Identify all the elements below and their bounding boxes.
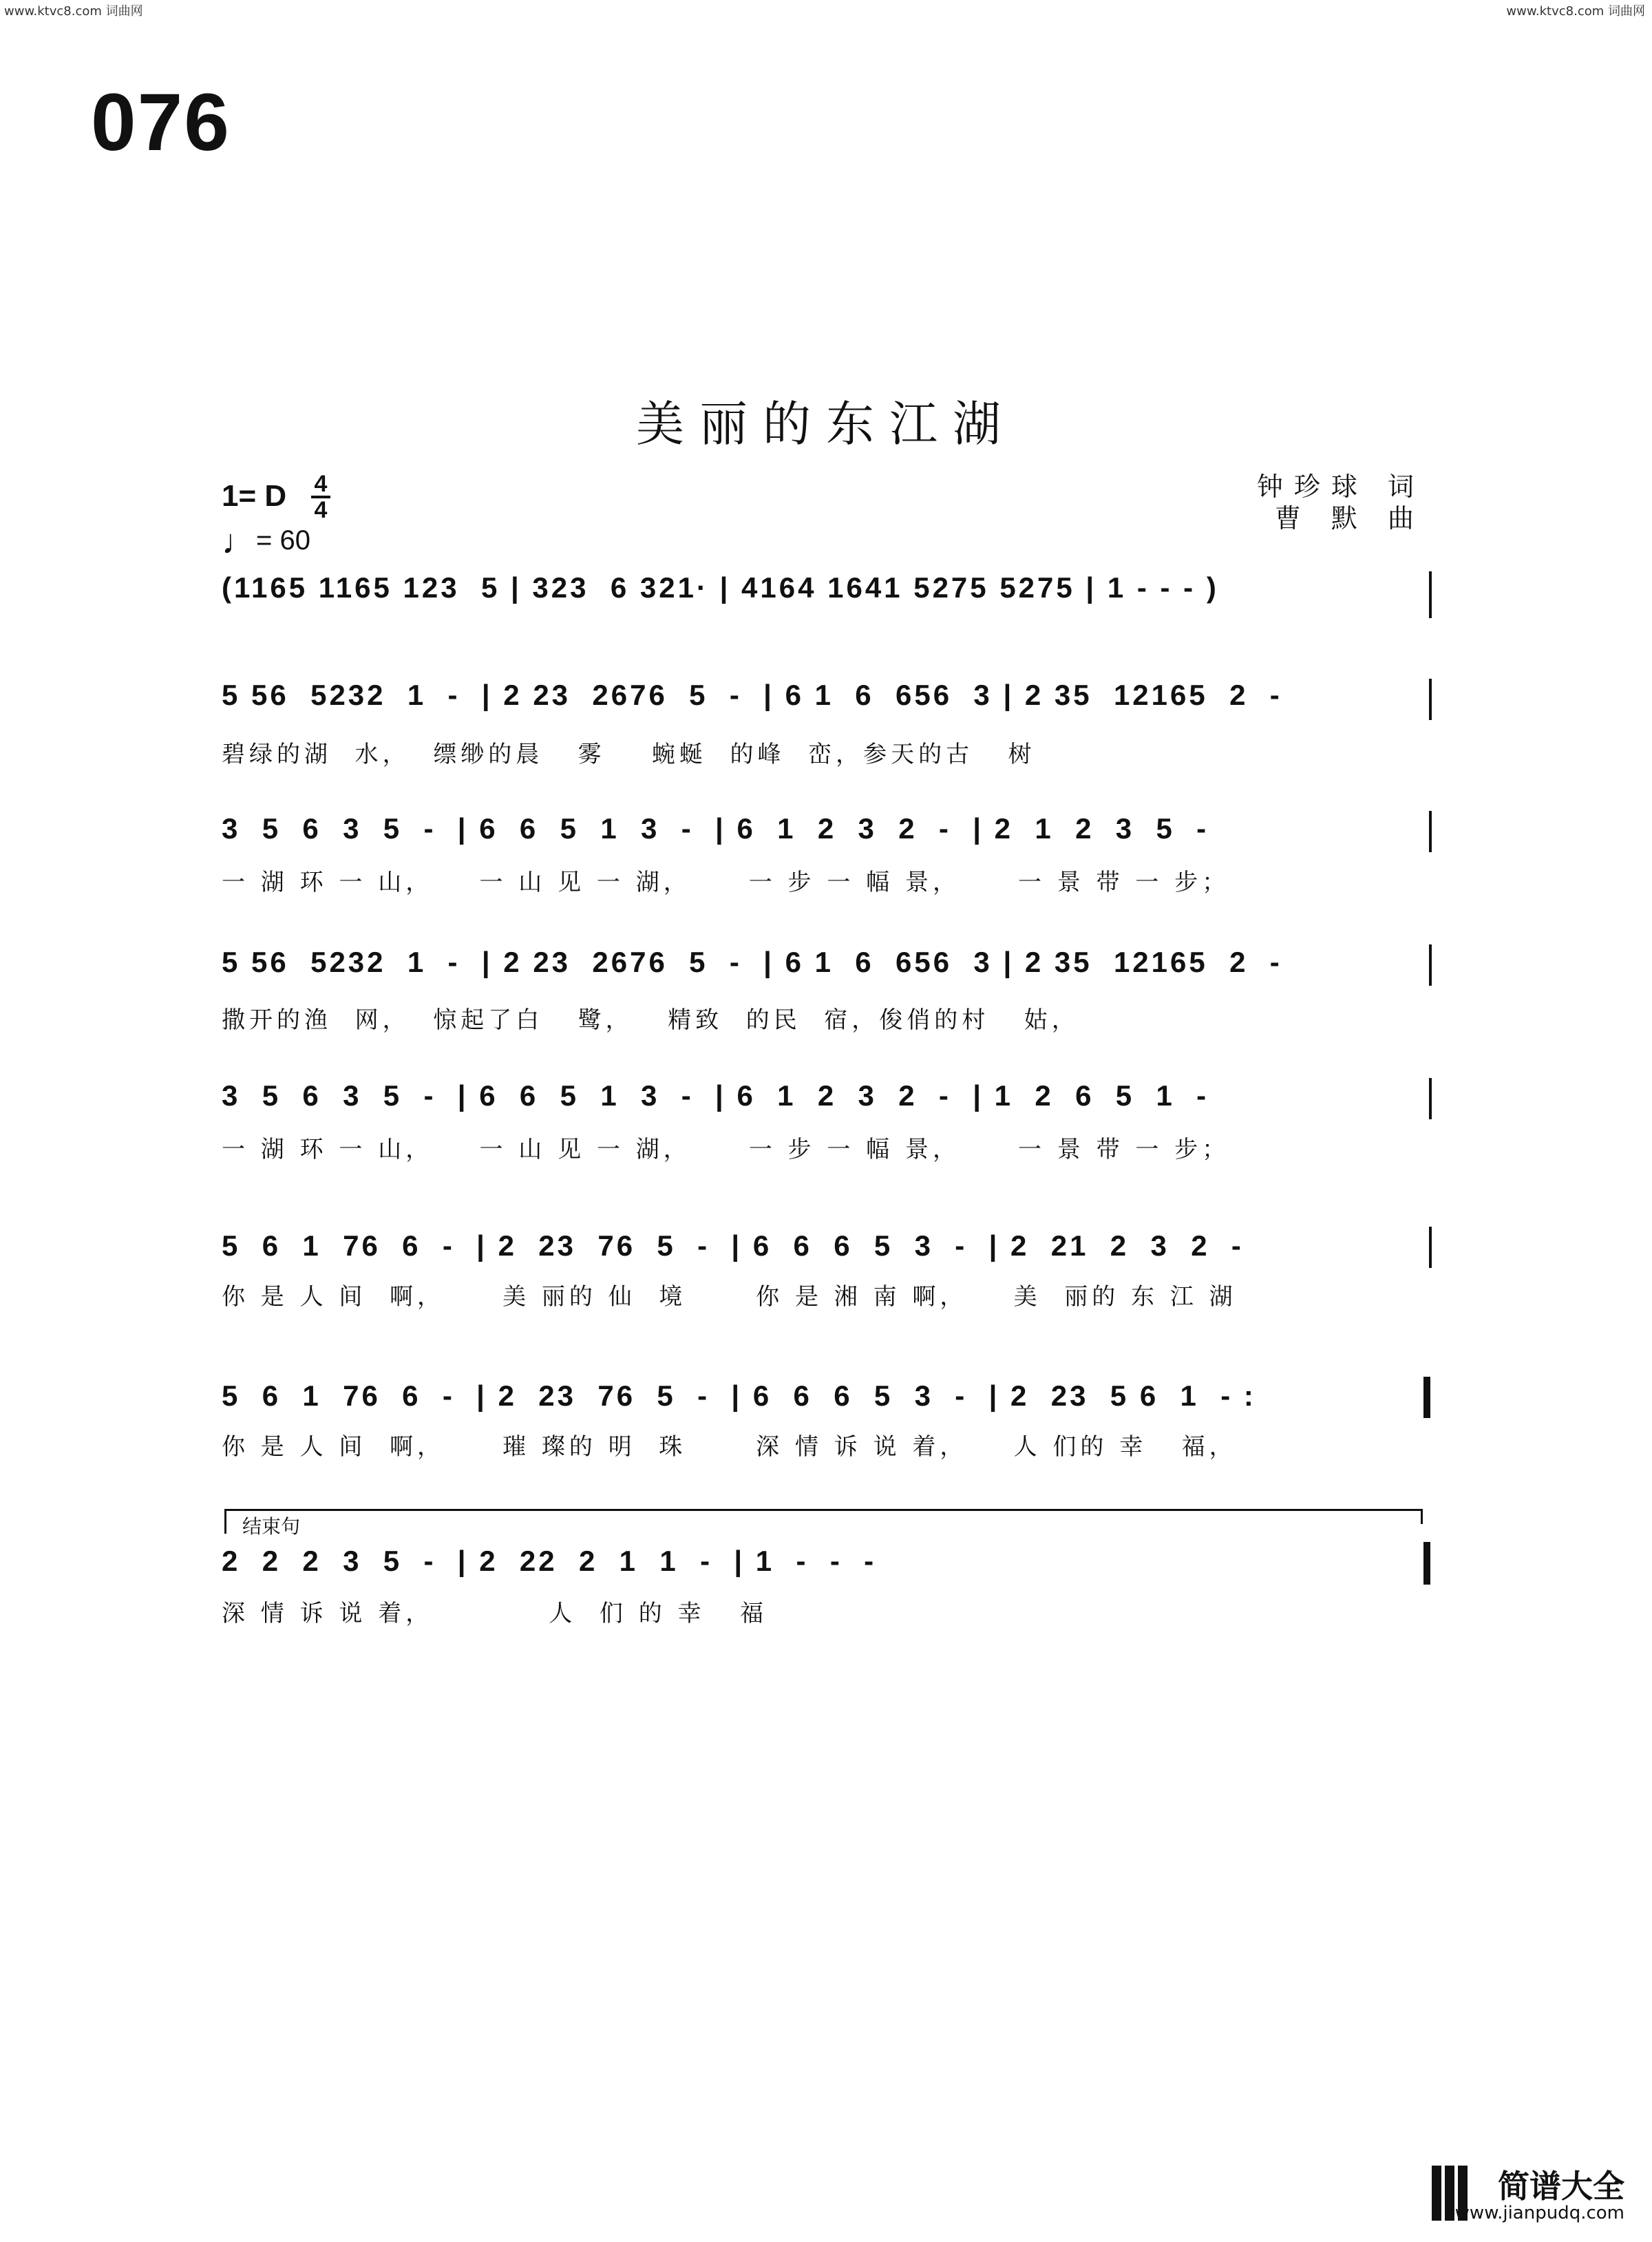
watermark-left: www.ktvc8.com 词曲网 xyxy=(4,4,143,19)
ending-bracket-left xyxy=(224,1509,226,1534)
score-row-6 xyxy=(222,1377,1430,1415)
score-row-1 xyxy=(222,676,1430,715)
notes-row-4: 3 5 6 3 5 - | 6 6 5 1 3 - | 6 1 2 3 2 - | 1 2 6 5 1 - xyxy=(222,1079,1209,1112)
score-row-2 xyxy=(222,810,1430,848)
ending-label: 结束句 xyxy=(242,1515,301,1538)
lyrics-row-4: 一 湖 环 一 山， 一 山 见 一 湖， 一 步 一 幅 景， 一 景 带 一 步； xyxy=(222,1136,1230,1163)
song-title: 美丽的东江湖 xyxy=(636,396,1016,452)
barline xyxy=(1429,944,1432,986)
key-signature: 1= D xyxy=(222,479,287,513)
lyrics-row-7: 深 情 诉 说 着， 人 们 的 幸 福 xyxy=(222,1600,767,1627)
lyrics-row-2: 一 湖 环 一 山， 一 山 见 一 湖， 一 步 一 幅 景， 一 景 带 一 步； xyxy=(222,869,1230,896)
lyrics-row-3: 撒开的渔 网， 惊起了白 鹭， 精致 的民 宿，俊俏的村 姑， xyxy=(222,1006,1079,1034)
barline xyxy=(1429,1078,1432,1119)
lyricist-credit: 钟珍球 词 xyxy=(1256,472,1425,502)
page-number: 076 xyxy=(91,77,231,168)
site-logo-title: 简谱大全 xyxy=(1498,2168,1624,2205)
notes-row-0: (1165 1165 123 5 | 323 6 321· | 4164 1641 5275 5275 | 1 - - - ) xyxy=(222,571,1219,604)
score-row-4 xyxy=(222,1077,1430,1115)
barline xyxy=(1429,1227,1432,1268)
final-barline xyxy=(1423,1542,1430,1585)
notes-row-6: 5 6 1 76 6 - | 2 23 76 5 - | 6 6 6 5 3 - | 2 23 5 6 1 - : xyxy=(222,1379,1256,1412)
notes-row-2: 3 5 6 3 5 - | 6 6 5 1 3 - | 6 1 2 3 2 - | 2 1 2 3 5 - xyxy=(222,812,1209,845)
quarter-note-icon: ♩ xyxy=(222,522,256,561)
lyrics-row-6: 你 是 人 间 啊， 璀 璨的 明 珠 深 情 诉 说 着， 人 们的 幸 福， xyxy=(222,1433,1237,1461)
notes-row-1: 5 56 5232 1 - | 2 23 2676 5 - | 6 1 6 656 3 | 2 35 12165 2 - xyxy=(222,679,1282,711)
notes-row-7: 2 2 2 3 5 - | 2 22 2 1 1 - | 1 - - - xyxy=(222,1545,877,1577)
tempo-marking xyxy=(222,522,310,562)
score-row-intro xyxy=(222,569,1430,607)
lyrics-row-5: 你 是 人 间 啊， 美 丽的 仙 境 你 是 湘 南 啊， 美 丽的 东 江 湖 xyxy=(222,1283,1237,1311)
ending-bracket-right xyxy=(1421,1509,1423,1524)
composer-credit: 曹 默 曲 xyxy=(1274,503,1425,533)
time-signature-top: 4 xyxy=(314,471,328,497)
lyrics-row-1: 碧绿的湖 水， 缥缈的晨 雾 蜿蜒 的峰 峦，参天的古 树 xyxy=(222,741,1036,768)
barline xyxy=(1429,571,1432,618)
score-row-5 xyxy=(222,1227,1430,1265)
tempo-value: = 60 xyxy=(256,525,310,556)
watermark-right: www.ktvc8.com 词曲网 xyxy=(1506,4,1645,19)
time-signature-bottom: 4 xyxy=(314,497,328,523)
ending-bracket-line xyxy=(224,1509,1422,1511)
notes-row-3: 5 56 5232 1 - | 2 23 2676 5 - | 6 1 6 656 3 | 2 35 12165 2 - xyxy=(222,946,1282,978)
score-row-3 xyxy=(222,943,1430,982)
site-logo-url: www.jianpudq.com xyxy=(1454,2203,1624,2223)
time-signature xyxy=(311,471,330,523)
score-row-7 xyxy=(222,1542,1430,1580)
barline xyxy=(1429,679,1432,720)
repeat-end-barline xyxy=(1423,1377,1430,1418)
notes-row-5: 5 6 1 76 6 - | 2 23 76 5 - | 6 6 6 5 3 - | 2 21 2 3 2 - xyxy=(222,1229,1244,1262)
barline xyxy=(1429,811,1432,852)
